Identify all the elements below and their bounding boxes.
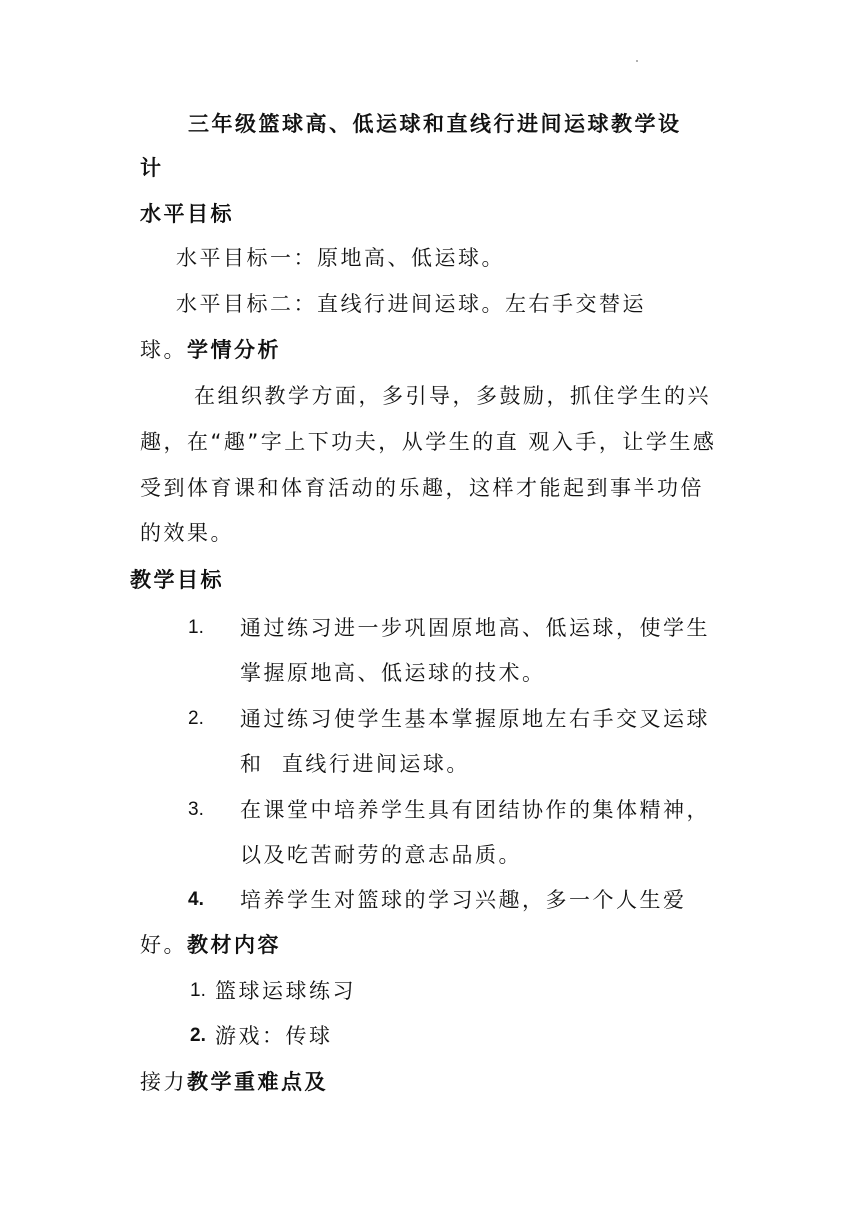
goal-item-text-continued	[140, 931, 281, 959]
analysis-line-4: 的效果。	[140, 521, 234, 545]
analysis-line-1: 在组织教学方面，多引导，多鼓励，抓住学生的兴	[194, 384, 711, 408]
goal-item-text-continued: 和 直线行进间运球。	[240, 752, 470, 776]
level-goal-2-continued	[140, 336, 281, 364]
teaching-goals-heading: 教学目标	[130, 568, 224, 592]
content-item-text: 游戏：传球	[215, 1024, 333, 1048]
level-goals-heading: 水平目标	[140, 202, 234, 226]
document-title-continued: 计	[140, 156, 164, 180]
student-analysis-heading: 学情分析	[187, 338, 281, 362]
goal-item-number: 2.	[188, 708, 204, 729]
level-goal-1: 水平目标一：原地高、低运球。	[176, 246, 505, 270]
content-item-number: 2.	[190, 1025, 206, 1046]
corner-dot	[636, 60, 638, 62]
goal-item-tail: 好。	[140, 933, 187, 957]
goal-item-text: 培养学生对篮球的学习兴趣，多一个人生爱	[240, 888, 687, 912]
goal-item-text: 通过练习使学生基本掌握原地左右手交叉运球	[240, 707, 710, 731]
goal-item-number: 4.	[188, 889, 204, 910]
goal-item-text-continued: 以及吃苦耐劳的意志品质。	[240, 843, 522, 867]
analysis-line-2: 趣，在“趣”字上下功夫，从学生的直 观入手，让学生感	[140, 430, 717, 454]
content-item-number: 1.	[190, 980, 206, 1001]
analysis-line-3: 受到体育课和体育活动的乐趣，这样才能起到事半功倍	[140, 476, 704, 500]
goal-item-text: 通过练习进一步巩固原地高、低运球，使学生	[240, 616, 710, 640]
content-item-text: 篮球运球练习	[215, 979, 356, 1003]
goal-item-number: 3.	[188, 799, 204, 820]
content-last-line	[140, 1068, 328, 1096]
materials-heading: 教材内容	[187, 933, 281, 957]
relay-text: 接力	[140, 1070, 187, 1094]
document-title: 三年级篮球高、低运球和直线行进间运球教学设	[188, 112, 682, 136]
key-difficult-points-heading: 教学重难点及	[187, 1070, 328, 1094]
goal-item-number: 1.	[188, 617, 204, 638]
goal-item-text-continued: 掌握原地高、低运球的技术。	[240, 661, 546, 685]
level-goal-2: 水平目标二：直线行进间运球。左右手交替运	[176, 292, 646, 316]
level-goal-2-tail: 球。	[140, 338, 187, 362]
goal-item-text: 在课堂中培养学生具有团结协作的集体精神，	[240, 798, 710, 822]
